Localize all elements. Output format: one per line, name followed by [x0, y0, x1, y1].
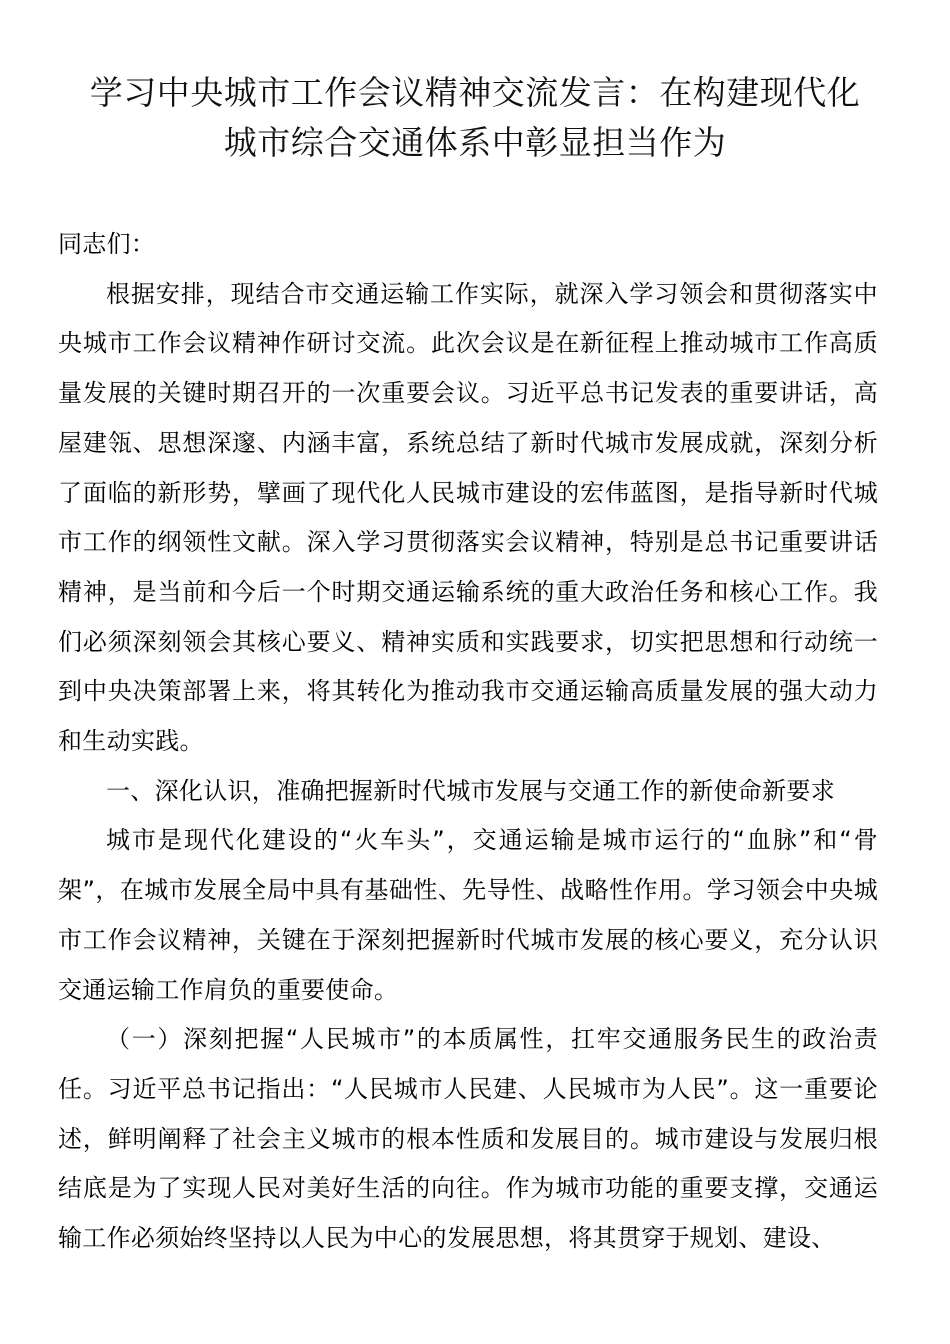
document-title	[50, 68, 900, 168]
salutation: 同志们：	[58, 230, 156, 258]
paragraph-subsection-1: （一）深刻把握“人民城市”的本质属性，扛牢交通服务民生的政治责任。习近平总书记指出：“人民城市人民建、人民城市为人民”。这一重要论述，鲜明阐释了社会主义城市的根本性质和发展目的。城市建设与发展归根结底是为了实现人民对美好生活的向往。作为城市功能的重要支撑，交通运输工作必须始终坚持以人民为中心的发展思想，将其贯穿于规划、建设、	[58, 1025, 878, 1253]
title-line-2: 城市综合交通体系中彰显担当作为	[223, 123, 727, 162]
document-body	[58, 220, 878, 1264]
paragraph-intro: 根据安排，现结合市交通运输工作实际，就深入学习领会和贯彻落实中央城市工作会议精神作研讨交流。此次会议是在新征程上推动城市工作高质量发展的关键时期召开的一次重要会议。习近平总书记发表的重要讲话，高屋建瓴、思想深邃、内涵丰富，系统总结了新时代城市发展成就，深刻分析了面临的新形势，擘画了现代化人民城市建设的宏伟蓝图，是指导新时代城市工作的纲领性文献。深入学习贯彻落实会议精神，特别是总书记重要讲话精神，是当前和今后一个时期交通运输系统的重大政治任务和核心工作。我们必须深刻领会其核心要义、精神实质和实践要求，切实把思想和行动统一到中央决策部署上来，将其转化为推动我市交通运输高质量发展的强大动力和生动实践。	[58, 279, 878, 756]
title-line-1: 学习中央城市工作会议精神交流发言：在构建现代化	[89, 73, 861, 112]
section-heading-1: 一、深化认识，准确把握新时代城市发展与交通工作的新使命新要求	[106, 776, 835, 805]
paragraph-section-1: 城市是现代化建设的“火车头”，交通运输是城市运行的“血脉”和“骨架”，在城市发展全局中具有基础性、先导性、战略性作用。学习领会中央城市工作会议精神，关键在于深刻把握新时代城市发展的核心要义，充分认识交通运输工作肩负的重要使命。	[58, 826, 878, 1004]
